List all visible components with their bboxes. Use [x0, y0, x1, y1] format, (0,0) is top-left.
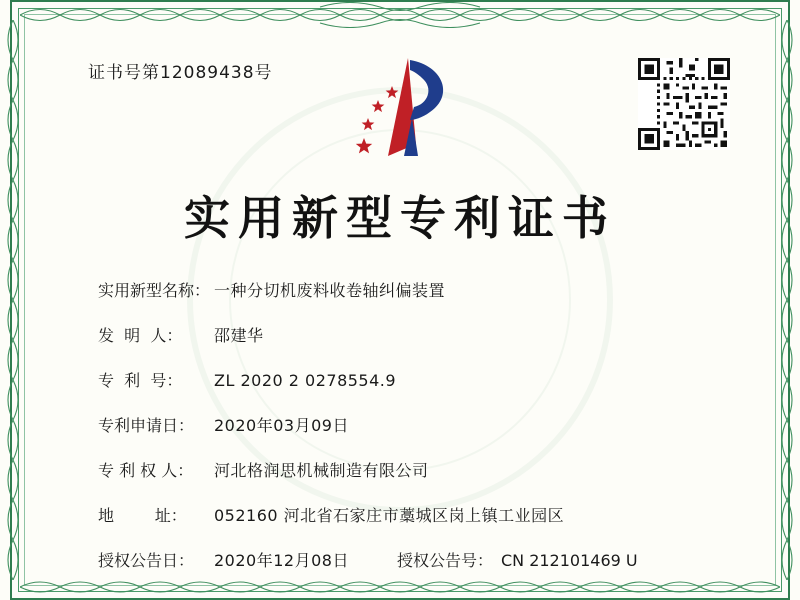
field-row-address — [98, 503, 730, 526]
certificate-number: 证书号第12089438号 — [88, 63, 273, 83]
field-value: 邵建华 — [214, 326, 264, 345]
field-value: 一种分切机废料收卷轴纠偏装置 — [214, 281, 446, 300]
field-list — [98, 278, 730, 593]
field-value: 052160 河北省石家庄市藁城区岗上镇工业园区 — [214, 506, 565, 525]
field-label: 授权公告日： — [98, 551, 195, 570]
ornament-right — [776, 20, 798, 580]
field-row-patentee — [98, 458, 730, 481]
page-title: 实用新型专利证书 — [184, 191, 616, 245]
field-label: 专 利 权 人： — [98, 461, 194, 480]
ornament-left — [2, 20, 24, 580]
field-label: 专利申请日： — [98, 416, 195, 435]
field-value-secondary: CN 212101469 U — [500, 551, 638, 570]
field-row-authorization — [98, 548, 730, 571]
field-value: ZL 2020 2 0278554.9 — [214, 371, 397, 390]
field-label: 地 址： — [98, 506, 187, 525]
qr-code — [638, 58, 730, 150]
field-row-utility-model-name — [98, 278, 730, 301]
field-value: 河北格润思机械制造有限公司 — [214, 461, 429, 480]
field-label: 专 利 号： — [98, 371, 183, 390]
ornament-top — [20, 2, 780, 28]
field-row-inventor — [98, 323, 730, 346]
patent-emblem-logo — [352, 52, 462, 162]
field-row-application-date — [98, 413, 730, 436]
field-row-patent-number — [98, 368, 730, 391]
field-value: 2020年03月09日 — [214, 416, 349, 435]
field-label: 实用新型名称： — [98, 281, 211, 300]
field-value: 2020年12月08日 — [214, 551, 349, 570]
field-label-secondary: 授权公告号： — [396, 551, 493, 570]
field-label: 发 明 人： — [98, 326, 183, 345]
